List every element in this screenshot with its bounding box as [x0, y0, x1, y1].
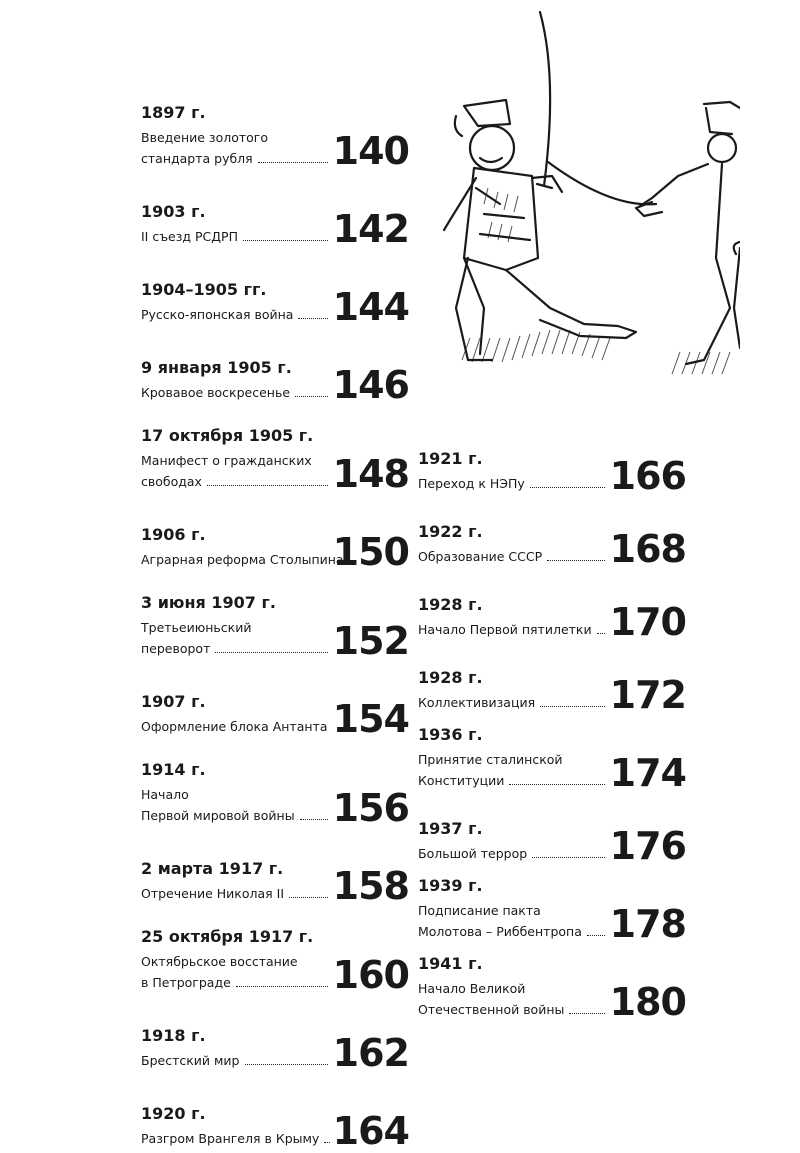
- toc-entry-title: Манифест о гражданских: [141, 453, 312, 468]
- toc-page-number[interactable]: 166: [609, 454, 686, 498]
- toc-entry[interactable]: [418, 791, 686, 868]
- toc-entry-title: Отречение Николая II: [141, 886, 285, 901]
- toc-page-number[interactable]: 168: [609, 527, 686, 571]
- toc-entry-text: [141, 760, 331, 826]
- toc-entry-title-line: [418, 749, 608, 770]
- toc-entry[interactable]: [418, 864, 686, 946]
- toc-entry-text: [418, 522, 608, 567]
- toc-entry-title: свободах: [141, 474, 202, 489]
- toc-entry-date: 3 июня 1907 г.: [141, 593, 276, 612]
- toc-entry-title-line: [141, 148, 331, 169]
- toc-entry-text: [141, 426, 331, 492]
- toc-entry[interactable]: [141, 826, 409, 908]
- toc-entry[interactable]: [418, 942, 686, 1024]
- toc-entry[interactable]: [141, 247, 409, 329]
- toc-entry-title-line: [418, 692, 608, 713]
- toc-entry-text: [141, 202, 331, 247]
- toc-entry-title-line: [418, 921, 608, 942]
- toc-entry-title: Введение золотого: [141, 130, 269, 145]
- toc-entry-title: Подписание пакта: [418, 903, 541, 918]
- toc-entry-title-line: [141, 127, 331, 148]
- dot-leader: [289, 897, 328, 898]
- toc-entry[interactable]: [418, 713, 686, 795]
- toc-entry-date: 1928 г.: [418, 668, 483, 687]
- dot-leader: [215, 652, 327, 653]
- toc-entry-text: [141, 280, 331, 325]
- toc-entry-title: Начало: [141, 787, 189, 802]
- dot-leader: [258, 162, 328, 163]
- toc-entry-text: [141, 927, 331, 993]
- toc-entry-title-line: [141, 617, 331, 638]
- toc-entry-title: Оформление блока Антанта: [141, 719, 328, 734]
- toc-entry[interactable]: [418, 640, 686, 717]
- toc-page-number[interactable]: 176: [609, 824, 686, 868]
- toc-entry-title-line: [141, 784, 331, 805]
- toc-entry-title-line: [418, 978, 608, 999]
- toc-entry-date: 25 октября 1917 г.: [141, 927, 314, 946]
- toc-entry-date: 1939 г.: [418, 876, 483, 895]
- toc-entry-title: Русско-японская война: [141, 307, 294, 322]
- toc-entry-title: переворот: [141, 641, 211, 656]
- toc-entry[interactable]: [141, 659, 409, 741]
- toc-page-number[interactable]: 178: [609, 902, 686, 946]
- toc-page-number[interactable]: 170: [609, 600, 686, 644]
- toc-entry-date: 1920 г.: [141, 1104, 206, 1123]
- toc-page-number[interactable]: 140: [332, 129, 409, 173]
- dot-leader: [587, 935, 605, 936]
- toc-page-number[interactable]: 152: [332, 619, 409, 663]
- toc-page-number[interactable]: 146: [332, 363, 409, 407]
- toc-entry[interactable]: [141, 403, 409, 496]
- toc-entry-text: [418, 819, 608, 864]
- toc-entry-date: 1903 г.: [141, 202, 206, 221]
- toc-page-number[interactable]: 148: [332, 452, 409, 496]
- dot-leader: [532, 857, 604, 858]
- toc-entry-date: 1897 г.: [141, 103, 206, 122]
- toc-entry-title: Принятие сталинской: [418, 752, 563, 767]
- toc-entry-title-line: [418, 900, 608, 921]
- toc-entry-title-line: [418, 546, 608, 567]
- toc-entry-text: [418, 449, 608, 494]
- toc-entry-title: Молотова – Риббентропа: [418, 924, 582, 939]
- toc-entry-title-line: [141, 883, 331, 904]
- toc-entry-text: [418, 595, 608, 640]
- dot-leader: [236, 986, 328, 987]
- dot-leader: [295, 396, 328, 397]
- toc-entry-date: 1937 г.: [418, 819, 483, 838]
- toc-entry[interactable]: [141, 80, 409, 173]
- dot-leader: [245, 1064, 328, 1065]
- toc-entry-title: Третьеиюньский: [141, 620, 252, 635]
- toc-entry-title: Первой мировой войны: [141, 808, 295, 823]
- toc-entry-text: [141, 358, 331, 403]
- toc-entry-date: 1907 г.: [141, 692, 206, 711]
- toc-entry-title-line: [141, 805, 331, 826]
- toc-page-number[interactable]: 174: [609, 751, 686, 795]
- toc-entry-title: Кровавое воскресенье: [141, 385, 291, 400]
- toc-entry-date: 1921 г.: [418, 449, 483, 468]
- toc-entry-title-line: [141, 304, 331, 325]
- toc-entry-text: [141, 103, 331, 169]
- toc-entry[interactable]: [141, 1071, 409, 1153]
- toc-entry-title-line: [141, 951, 331, 972]
- dot-leader: [530, 487, 605, 488]
- toc-page-number[interactable]: 180: [609, 980, 686, 1024]
- toc-entry[interactable]: [418, 567, 686, 644]
- toc-entry[interactable]: [141, 492, 409, 574]
- toc-entry-date: 1928 г.: [418, 595, 483, 614]
- toc-entry[interactable]: [141, 169, 409, 251]
- toc-entry-date: 1936 г.: [418, 725, 483, 744]
- toc-entry[interactable]: [141, 993, 409, 1075]
- toc-entry-date: 2 марта 1917 г.: [141, 859, 284, 878]
- toc-entry-title: Октябрьское восстание: [141, 954, 298, 969]
- toc-page-number[interactable]: 162: [332, 1031, 409, 1075]
- toc-entry-title: Брестский мир: [141, 1053, 240, 1068]
- dot-leader: [540, 706, 605, 707]
- toc-entry-title: стандарта рубля: [141, 151, 253, 166]
- toc-entry-title: Начало Великой: [418, 981, 526, 996]
- toc-entry-title-line: [141, 450, 331, 471]
- toc-right-column: [418, 421, 686, 1024]
- dot-leader: [509, 784, 604, 785]
- toc-entry-date: 9 января 1905 г.: [141, 358, 292, 377]
- dot-leader: [300, 819, 328, 820]
- toc-entry-title-line: [141, 972, 331, 993]
- toc-entry-date: 17 октября 1905 г.: [141, 426, 314, 445]
- toc-entry-text: [141, 1104, 331, 1149]
- toc-entry-title-line: [418, 619, 608, 640]
- toc-entry-date: 1914 г.: [141, 760, 206, 779]
- toc-entry-date: 1904–1905 гг.: [141, 280, 267, 299]
- dot-leader: [547, 560, 605, 561]
- toc-entry-title: Коллективизация: [418, 695, 536, 710]
- toc-entry-date: 1906 г.: [141, 525, 206, 544]
- toc-entry-date: 1918 г.: [141, 1026, 206, 1045]
- toc-entry-title-line: [418, 843, 608, 864]
- toc-entry-text: [418, 876, 608, 942]
- toc-left-column: [141, 80, 409, 1153]
- toc-entry-title: Переход к НЭПу: [418, 476, 525, 491]
- dot-leader: [569, 1013, 604, 1014]
- toc-page-number[interactable]: 160: [332, 953, 409, 997]
- toc-entry-title-line: [418, 999, 608, 1020]
- toc-entry-text: [141, 692, 331, 737]
- toc-entry-title: в Петрограде: [141, 975, 231, 990]
- toc-entry-title: Отечественной войны: [418, 1002, 565, 1017]
- toc-entry-text: [141, 859, 331, 904]
- toc-entry-title: Начало Первой пятилетки: [418, 622, 592, 637]
- toc-entry-title: Образование СССР: [418, 549, 543, 564]
- toc-entry-title: Конституции: [418, 773, 505, 788]
- toc-entry-title-line: [141, 1050, 331, 1071]
- toc-entry-title-line: [141, 471, 331, 492]
- toc-entry-title-line: [141, 226, 331, 247]
- toc-page-number[interactable]: 164: [332, 1109, 409, 1153]
- dot-leader: [298, 318, 327, 319]
- toc-entry-title: Разгром Врангеля в Крыму: [141, 1131, 320, 1146]
- toc-page-number[interactable]: 172: [609, 673, 686, 717]
- toc-entry-date: 1941 г.: [418, 954, 483, 973]
- toc-entry-text: [418, 954, 608, 1020]
- toc-entry-text: [141, 1026, 331, 1071]
- toc-entry-title-line: [418, 473, 608, 494]
- toc-page-number[interactable]: 150: [332, 530, 409, 574]
- toc-page-number[interactable]: 158: [332, 864, 409, 908]
- toc-entry-title-line: [141, 549, 344, 570]
- toc-entry[interactable]: [418, 494, 686, 571]
- toc-entry-title-line: [141, 382, 331, 403]
- toc-entry-title-line: [141, 716, 331, 737]
- toc-entry-text: [141, 525, 344, 570]
- toc-entry-title: Аграрная реформа Столыпина: [141, 552, 344, 567]
- toc-entry[interactable]: [141, 904, 409, 997]
- toc-entry-text: [418, 725, 608, 791]
- toc-entry-title-line: [141, 1128, 331, 1149]
- toc-entry-date: 1922 г.: [418, 522, 483, 541]
- toc-entry-title: Большой террор: [418, 846, 528, 861]
- dot-leader: [207, 485, 328, 486]
- toc-entry-text: [141, 593, 331, 659]
- dot-leader: [243, 240, 328, 241]
- toc-page-number[interactable]: 156: [332, 786, 409, 830]
- toc-entry[interactable]: [141, 737, 409, 830]
- toc-entry[interactable]: [141, 570, 409, 663]
- toc-entry[interactable]: [141, 325, 409, 407]
- dot-leader: [597, 633, 605, 634]
- toc-entry-title-line: [141, 638, 331, 659]
- toc-entry-text: [418, 668, 608, 713]
- sword-fight-illustration-icon: [440, 8, 740, 388]
- toc-entry-title: II съезд РСДРП: [141, 229, 238, 244]
- toc-entry-title-line: [418, 770, 608, 791]
- toc-page-number[interactable]: 144: [332, 285, 409, 329]
- toc-page-number[interactable]: 154: [332, 697, 409, 741]
- toc-entry[interactable]: [418, 421, 686, 498]
- dot-leader: [324, 1142, 330, 1143]
- toc-page-number[interactable]: 142: [332, 207, 409, 251]
